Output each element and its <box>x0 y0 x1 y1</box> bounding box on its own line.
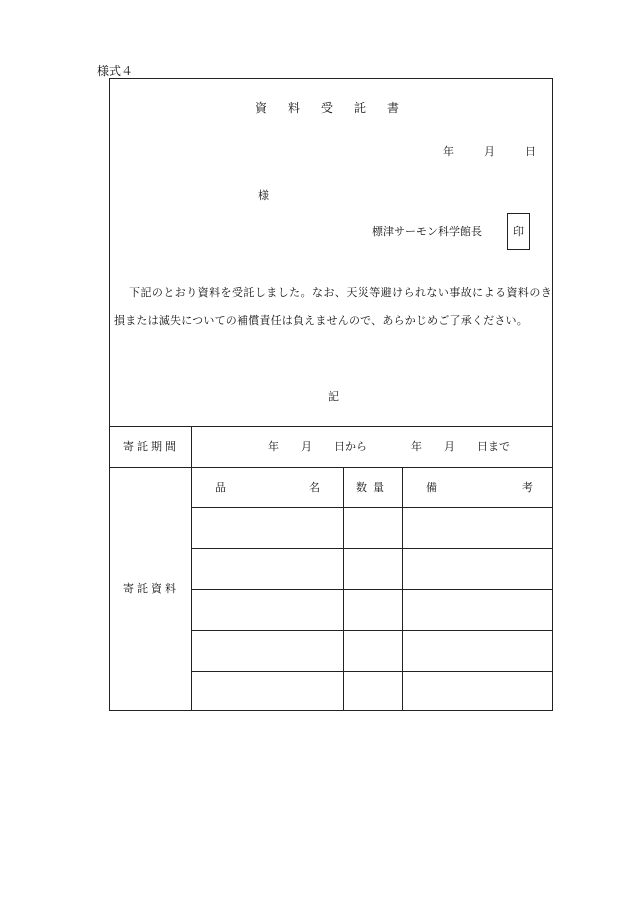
seal-box: 印 <box>507 213 530 250</box>
divider-name-quantity <box>343 467 344 710</box>
divider-row-1 <box>191 548 552 549</box>
header-remarks-first: 備 <box>426 481 437 494</box>
addressee-suffix: 様 <box>258 189 269 202</box>
header-remarks-second: 考 <box>522 481 533 494</box>
body-text: 下記のとおり資料を受託しました。なお、天災等避けられない事故による資料のき損または滅失についての補償責任は負えませんので、あらかじめご了承ください。 <box>114 286 552 327</box>
header-name-second: 名 <box>309 481 320 494</box>
period-label: 寄託期間 <box>123 440 179 453</box>
document-frame <box>109 78 553 711</box>
divider-row-3 <box>191 630 552 631</box>
period-value: 年 月 日から 年 月 日まで <box>268 440 510 453</box>
date-line <box>443 145 536 159</box>
issuer-name: 標津サーモン科学館長 <box>372 225 482 238</box>
ki-heading: 記 <box>328 390 339 403</box>
divider-row-2 <box>191 589 552 590</box>
date-day-label: 日 <box>525 145 536 158</box>
divider-period-bottom <box>110 467 552 468</box>
divider-label-column <box>191 426 192 710</box>
divider-period-top <box>110 426 552 427</box>
divider-quantity-remarks <box>402 467 403 710</box>
divider-row-4 <box>191 671 552 672</box>
date-month-label: 月 <box>484 145 495 158</box>
date-year-label: 年 <box>443 145 454 158</box>
divider-header-bottom <box>191 507 552 508</box>
document-title: 資料受託書 <box>255 101 421 115</box>
form-number: 様式４ <box>97 64 134 78</box>
materials-label: 寄託資料 <box>123 582 179 595</box>
header-name-first: 品 <box>215 481 226 494</box>
header-quantity: 数量 <box>356 481 390 494</box>
